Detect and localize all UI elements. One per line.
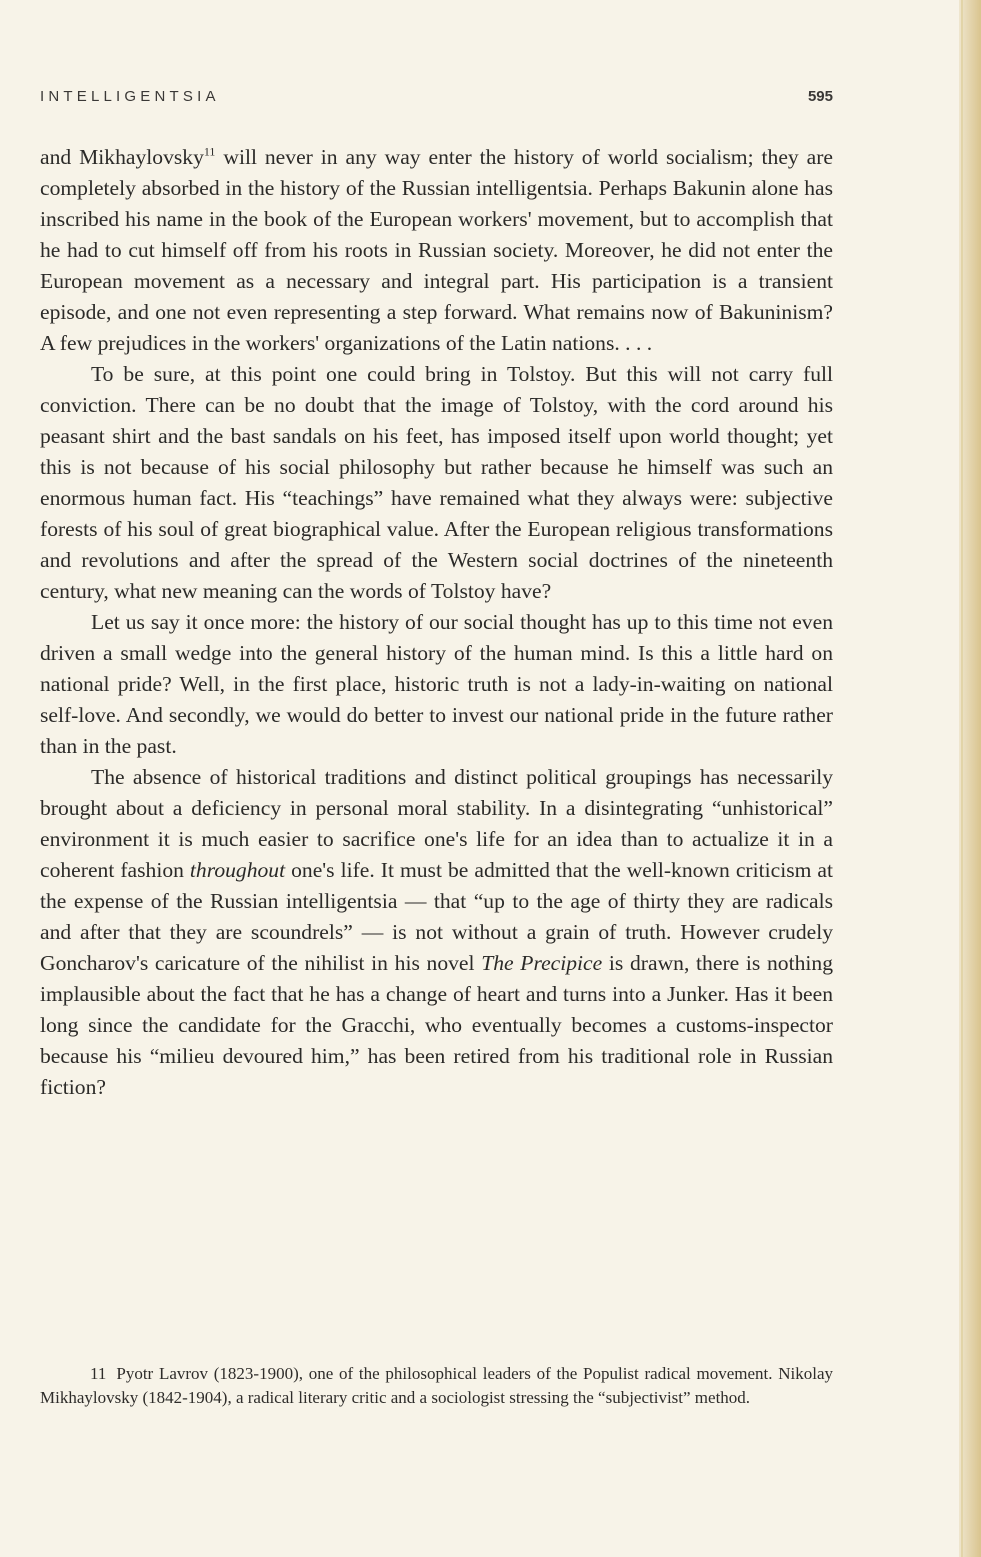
paragraph-1-start: and Mikhaylovsky [40,145,204,169]
footnote-text: Pyotr Lavrov (1823-1900), one of the philosophical leaders of the Populist radical movement. Nikolay Mikhaylovsky (1842-1904), a radical literary critic and a sociologist stressing the “subjectivist” method. [40,1364,833,1407]
paragraph-3: Let us say it once more: the history of our social thought has up to this time not even driven a small wedge into the general history of the human mind. Is this a little hard on national pride? Well, in the first place, historic truth is not a lady-in-waiting on national self-love. And secondly, we would do better to invest our national pride in the future rather than in the past. [40,610,833,758]
paragraph-4 [40,762,833,1103]
footnotes [40,1362,833,1409]
footnote-11 [40,1362,833,1409]
running-title: INTELLIGENTSIA [40,88,220,105]
book-title-the-precipice: The Precipice [481,951,603,975]
paragraph-4-part-b: one's life. It must be admitted that the well-known criticism at the expense of the Russian intelligentsia — that “up to the age of thirty they are radicals and after that they are scoundrels” — is not without a grain of truth. However crudely Goncharov's caricature of the nihilist in his novel [40,858,833,975]
paragraph-4-part-a: The absence of historical traditions and distinct political groupings has necessarily brought about a deficiency in personal moral stability. In a disintegrating “unhistorical” environment it is much easier to sacrifice one's life for an idea than to actualize it in a coherent fashion [40,765,833,882]
page-edge-line [961,0,963,1557]
footnote-number: 11 [90,1364,107,1383]
body-text [40,142,833,1103]
page-number: 595 [807,88,833,105]
paragraph-1 [40,142,833,359]
paragraph-1-rest: will never in any way enter the history of world socialism; they are completely absorbed in the history of the Russian intelligentsia. Perhaps Bakunin alone has inscribed his name in the book of the European workers' movement, but to accomplish that he had to cut himself off from his roots in Russian society. Moreover, he did not enter the European movement as a necessary and integral part. His participation is a transient episode, and one not even representing a step forward. What remains now of Bakuninism? A few prejudices in the workers' organizations of the Latin nations. . . . [40,145,833,355]
footnote-reference[interactable]: 11 [203,144,216,159]
emphasis-throughout: throughout [189,858,286,882]
paragraph-2: To be sure, at this point one could bring in Tolstoy. But this will not carry full conviction. There can be no doubt that the image of Tolstoy, with the cord around his peasant shirt and the bast sandals on his feet, has imposed itself upon world thought; yet this is not because of his social philosophy but rather because he himself was such an enormous human fact. His “teachings” have remained what they always were: subjective forests of his soul of great biographical value. After the European religious transformations and revolutions and after the spread of the Western social doctrines of the nineteenth century, what new meaning can the words of Tolstoy have? [40,362,833,603]
paragraph-4-part-c: is drawn, there is nothing implausible about the fact that he has a change of heart and turns into a Junker. Has it been long since the candidate for the Gracchi, who eventually becomes a customs-inspector because his “milieu devoured him,” has been retired from his traditional role in Russian fiction? [40,951,833,1099]
running-head [40,88,833,112]
